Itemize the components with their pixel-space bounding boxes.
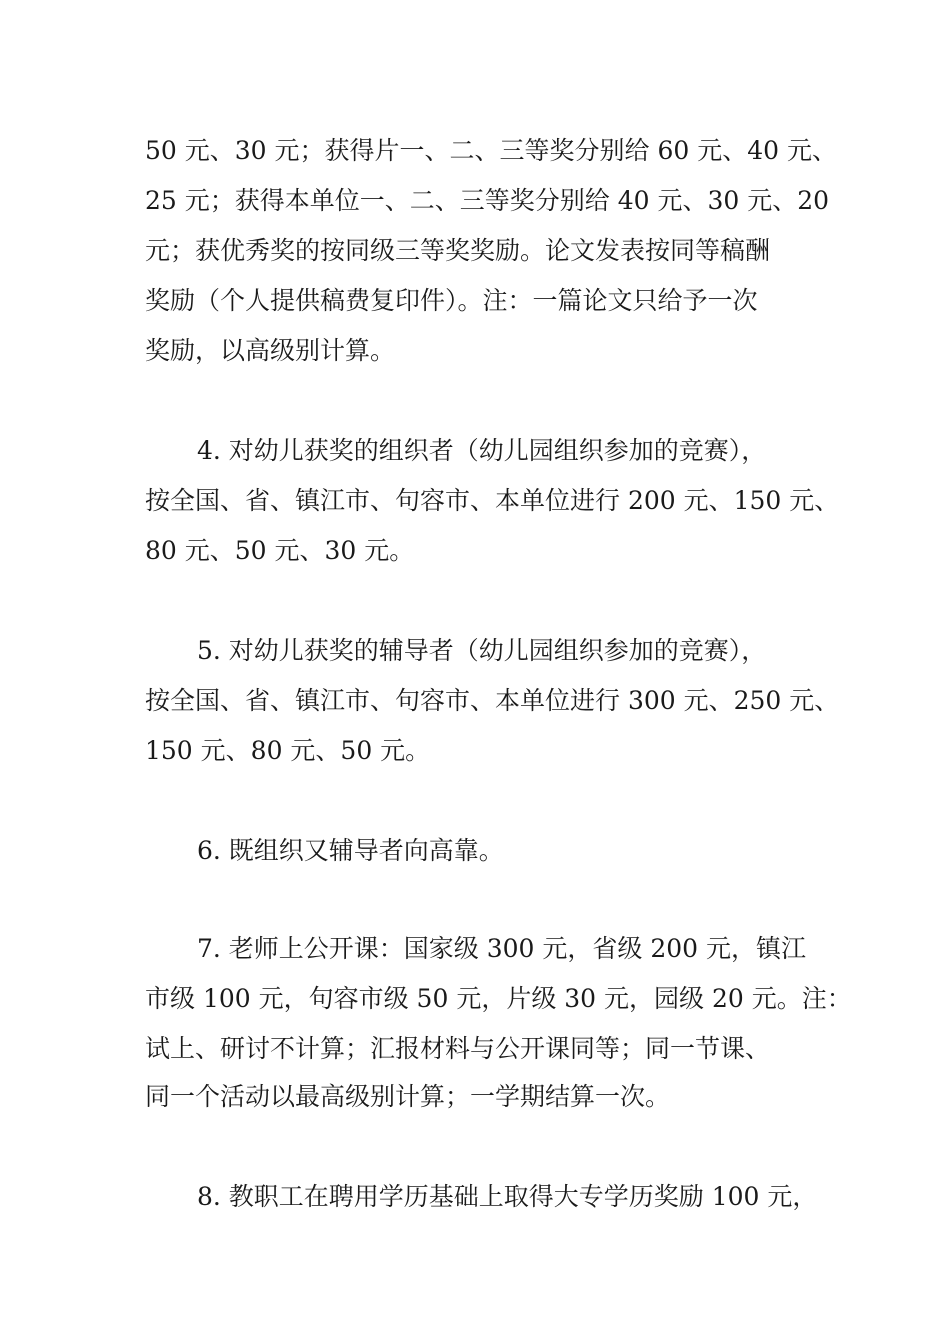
- text-line: 同一个活动以最高级别计算；一学期结算一次。: [145, 1082, 671, 1111]
- item-4-line: 4. 对幼儿获奖的组织者（幼儿园组织参加的竞赛），: [197, 436, 767, 465]
- item-7-line: 7. 老师上公开课：国家级 300 元，省级 200 元，镇江: [197, 934, 807, 963]
- text-line: 试上、研讨不计算；汇报材料与公开课同等；同一节课、: [145, 1034, 771, 1063]
- text-line: 奖励，以高级别计算。: [145, 336, 396, 365]
- text-line: 150 元、80 元、50 元。: [145, 736, 431, 765]
- text-line: 奖励（个人提供稿费复印件）。注：一篇论文只给予一次: [145, 286, 758, 315]
- text-line: 25 元；获得本单位一、二、三等奖分别给 40 元、30 元、20: [145, 186, 830, 215]
- text-line: 按全国、省、镇江市、句容市、本单位进行 200 元、150 元、: [145, 486, 840, 515]
- text-line: 市级 100 元，句容市级 50 元，片级 30 元，园级 20 元。注：: [145, 984, 852, 1013]
- text-line: 元；获优秀奖的按同级三等奖奖励。论文发表按同等稿酬: [145, 236, 771, 265]
- text-line: 80 元、50 元、30 元。: [145, 536, 415, 565]
- text-line: 50 元、30 元；获得片一、二、三等奖分别给 60 元、40 元、: [145, 136, 837, 165]
- item-5-line: 5. 对幼儿获奖的辅导者（幼儿园组织参加的竞赛），: [197, 636, 767, 665]
- text-line: 按全国、省、镇江市、句容市、本单位进行 300 元、250 元、: [145, 686, 840, 715]
- item-6-line: 6. 既组织又辅导者向高靠。: [197, 836, 504, 865]
- item-8-line: 8. 教职工在聘用学历基础上取得大专学历奖励 100 元，: [197, 1182, 818, 1211]
